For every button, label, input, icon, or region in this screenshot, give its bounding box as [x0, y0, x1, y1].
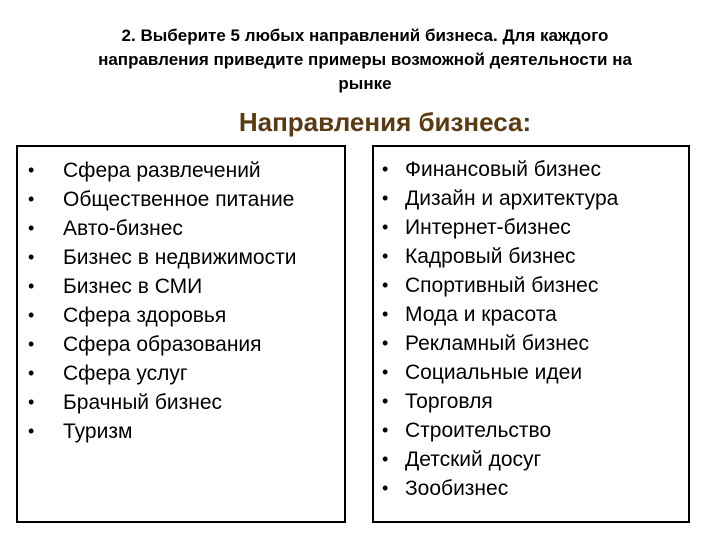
list-item-label: Авто-бизнес — [63, 217, 183, 240]
bullet-icon: • — [382, 391, 389, 411]
bullet-icon: • — [28, 421, 35, 441]
list-item-label: Сфера услуг — [63, 362, 188, 385]
bullet-icon: • — [28, 247, 35, 267]
list-item — [374, 184, 688, 213]
list-item-label: Строительство — [405, 419, 552, 442]
list-item — [374, 213, 688, 242]
bullet-icon: • — [28, 160, 35, 180]
bullet-icon: • — [382, 159, 389, 179]
bullet-icon: • — [28, 392, 35, 412]
list-item-label: Кадровый бизнес — [405, 245, 576, 268]
list-item-label: Бизнес в СМИ — [63, 275, 203, 298]
list-item — [18, 388, 344, 417]
task-line-1: 2. Выберите 5 любых направлений бизнеса. Для каждого — [121, 26, 609, 45]
list-item — [374, 416, 688, 445]
bullet-icon: • — [28, 218, 35, 238]
list-item-label: Бизнес в недвижимости — [63, 246, 297, 269]
list-item — [374, 329, 688, 358]
list-item-label: Сфера образования — [63, 333, 262, 356]
list-item — [374, 300, 688, 329]
bullet-icon: • — [382, 362, 389, 382]
list-item-label: Сфера развлечений — [63, 159, 261, 182]
task-instruction — [40, 24, 690, 96]
task-line-2: направления приведите примеры возможной деятельности на — [98, 50, 632, 69]
list-item — [374, 358, 688, 387]
list-item — [374, 271, 688, 300]
list-item-label: Мода и красота — [405, 303, 557, 326]
list-item-label: Брачный бизнес — [63, 391, 223, 414]
bullet-icon: • — [28, 305, 35, 325]
list-item — [18, 330, 344, 359]
bullet-icon: • — [382, 188, 389, 208]
bullet-icon: • — [382, 478, 389, 498]
bullet-icon: • — [382, 246, 389, 266]
list-item — [374, 474, 688, 503]
list-item — [18, 156, 344, 185]
bullet-icon: • — [28, 276, 35, 296]
bullet-icon: • — [382, 420, 389, 440]
left-business-list — [18, 147, 344, 446]
right-business-list — [374, 147, 688, 503]
list-item — [374, 445, 688, 474]
list-item-label: Интернет-бизнес — [405, 216, 571, 239]
list-item-label: Общественное питание — [63, 188, 295, 211]
list-item — [374, 242, 688, 271]
list-item-label: Дизайн и архитектура — [405, 187, 619, 210]
bullet-icon: • — [28, 363, 35, 383]
list-item-label: Рекламный бизнес — [405, 332, 589, 355]
bullet-icon: • — [28, 189, 35, 209]
list-item-label: Туризм — [63, 420, 133, 443]
task-line-3: рынке — [338, 74, 392, 93]
list-item-label: Финансовый бизнес — [405, 158, 601, 181]
list-item — [18, 301, 344, 330]
list-item-label: Сфера здоровья — [63, 304, 227, 327]
list-item — [374, 387, 688, 416]
bullet-icon: • — [382, 304, 389, 324]
list-item — [18, 417, 344, 446]
bullet-icon: • — [382, 217, 389, 237]
list-item — [374, 155, 688, 184]
list-item — [18, 359, 344, 388]
list-item — [18, 272, 344, 301]
list-item-label: Спортивный бизнес — [405, 274, 599, 297]
list-item — [18, 185, 344, 214]
left-list-box — [16, 145, 346, 523]
list-item-label: Социальные идеи — [405, 361, 583, 384]
bullet-icon: • — [382, 449, 389, 469]
section-heading: Направления бизнеса: — [238, 107, 532, 137]
list-item — [18, 214, 344, 243]
list-item-label: Торговля — [405, 390, 493, 413]
list-item-label: Детский досуг — [405, 448, 542, 471]
list-item — [18, 243, 344, 272]
bullet-icon: • — [28, 334, 35, 354]
list-item-label: Зообизнес — [405, 477, 509, 500]
bullet-icon: • — [382, 275, 389, 295]
right-list-box — [372, 145, 690, 523]
bullet-icon: • — [382, 333, 389, 353]
